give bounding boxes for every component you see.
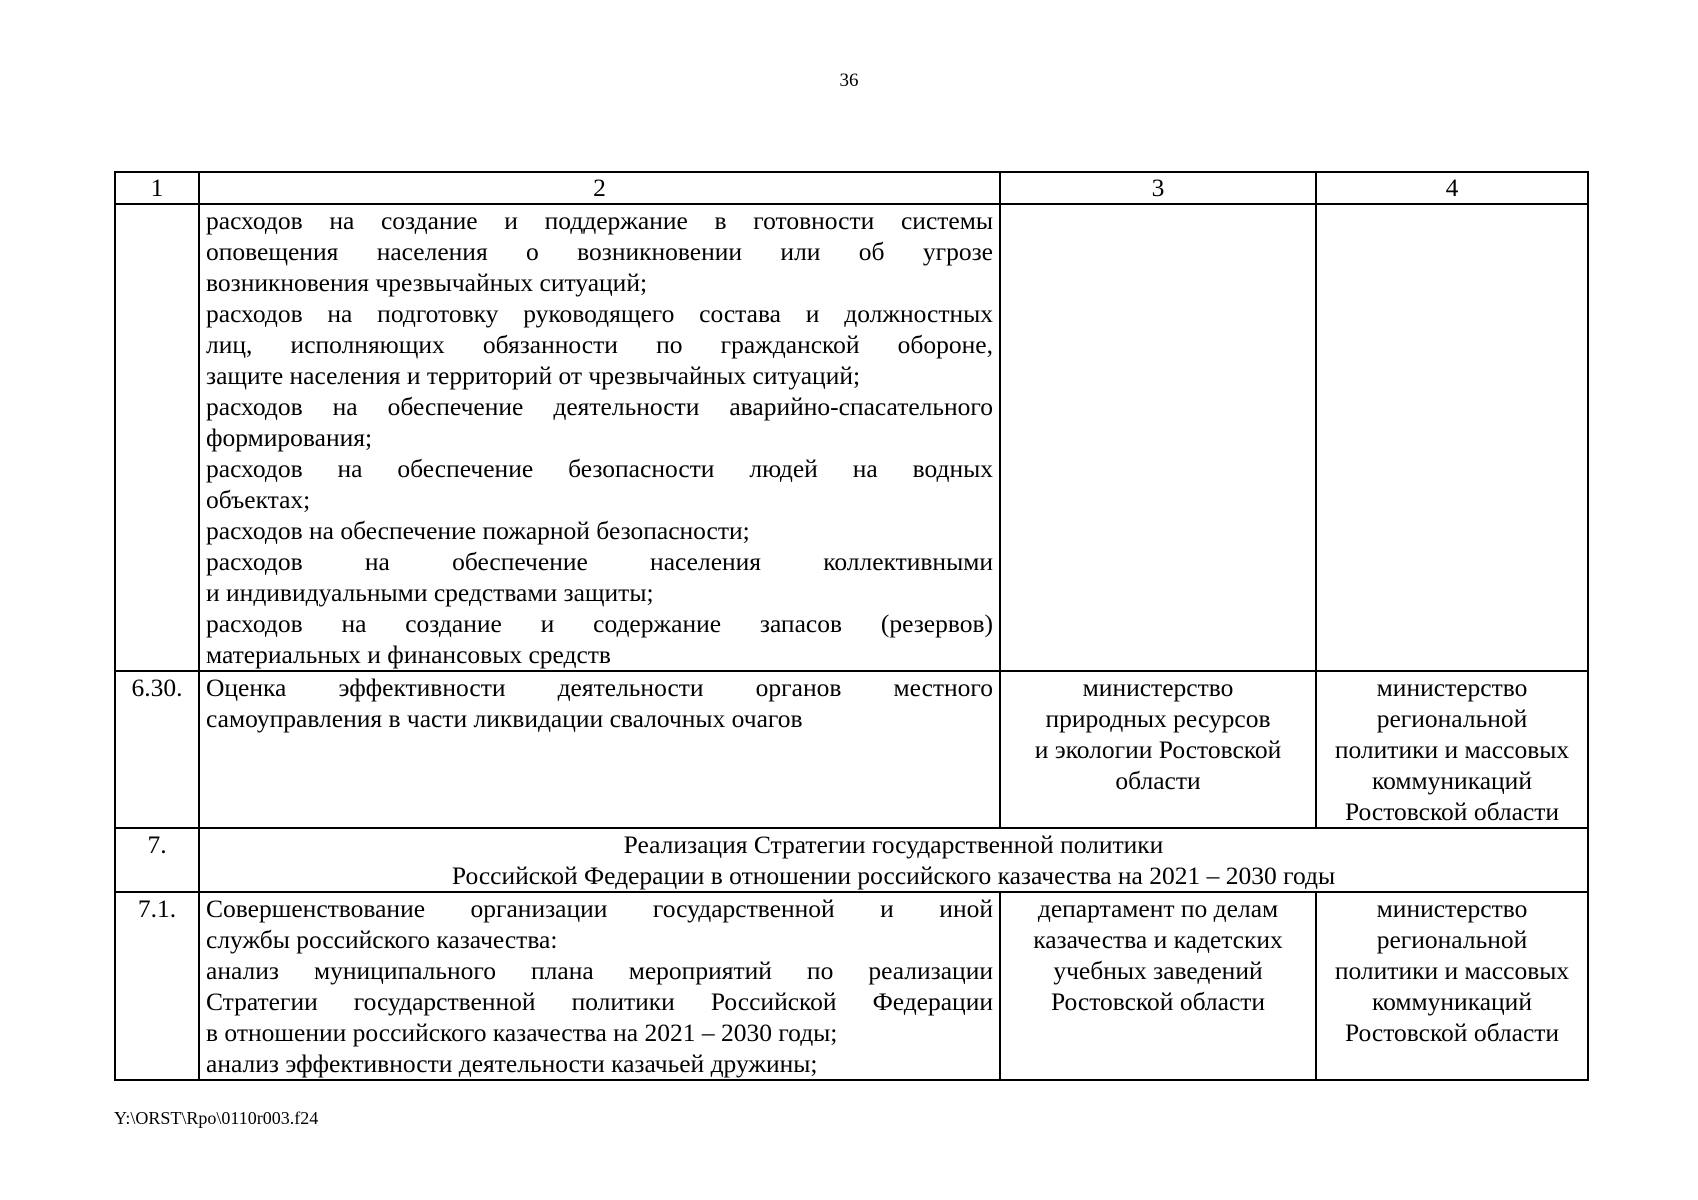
text-line: анализ муниципального плана мероприятий по реализации [206,956,993,985]
executor-line: области [1115,766,1201,795]
header-col-3: 3 [1000,172,1316,204]
header-col-2: 2 [199,172,1000,204]
row-text [199,204,1000,671]
co-executor-line: Ростовской области [1344,797,1560,826]
text-line: и индивидуальными средствами защиты; [206,578,654,607]
executor-line: министерство [1082,673,1234,702]
row-number: 7. [115,828,199,892]
co-executor-line: коммуникаций [1372,987,1532,1016]
section-title-line: Реализация Стратегии государственной политики [623,830,1164,859]
text-line: расходов на обеспечение пожарной безопасности; [206,516,750,545]
text-line: расходов на обеспечение деятельности аварийно-спасательного [206,392,993,421]
co-executor [1316,671,1588,828]
table-header-row [115,172,1588,204]
row-text [199,892,1000,1080]
section-row [115,828,1588,892]
text-line: расходов на создание и поддержание в готовности системы [206,206,993,235]
table-row [115,671,1588,828]
executor-line: природных ресурсов [1045,704,1271,733]
measures-table [114,171,1589,1081]
text-line: защите населения и территорий от чрезвычайных ситуаций; [206,361,861,390]
co-executor-line: политики и массовых [1334,735,1570,764]
executor-line: и экологии Ростовской [1034,735,1282,764]
text-line: анализ эффективности деятельности казачьей дружины; [206,1049,818,1078]
text-line: самоуправления в части ликвидации свалочных очагов [206,704,803,733]
section-title-line: Российской Федерации в отношении российского казачества на 2021 – 2030 годы [451,861,1336,890]
text-line: Совершенствование организации государственной и иной [206,894,993,923]
text-line: расходов на подготовку руководящего состава и должностных [206,299,993,328]
table-row [115,892,1588,1080]
text-line: возникновения чрезвычайных ситуаций; [206,268,648,297]
co-executor-line: министерство [1376,673,1528,702]
row-number [115,204,199,671]
responsible-executor [1000,671,1316,828]
co-executor-line: министерство [1376,894,1528,923]
text-line: службы российского казачества: [206,925,558,954]
text-line: формирования; [206,423,373,452]
text-line: Стратегии государственной политики Российской Федерации [206,987,993,1016]
section-title [199,828,1588,892]
row-number: 6.30. [115,671,199,828]
co-executor-line: региональной [1376,704,1528,733]
row-number: 7.1. [115,892,199,1080]
text-line: расходов на создание и содержание запасов (резервов) [206,609,993,638]
row-text [199,671,1000,828]
table-row [115,204,1588,671]
text-line: оповещения населения о возникновении или об угрозе [206,237,993,266]
page-number: 36 [839,70,859,91]
executor-line: учебных заведений [1053,956,1263,985]
text-line: лиц, исполняющих обязанности по гражданской обороне, [206,330,993,359]
header-col-1: 1 [115,172,199,204]
co-executor-line: региональной [1376,925,1528,954]
file-path: Y:\ORST\Rpo\0110r003.f24 [114,1108,319,1128]
header-col-4: 4 [1316,172,1588,204]
text-line: материальных и финансовых средств [206,640,611,669]
executor-line: департамент по делам [1037,894,1279,923]
co-executor-line: коммуникаций [1372,766,1532,795]
text-line: расходов на обеспечение населения коллективными [206,547,993,576]
executor-line: казачества и кадетских [1033,925,1283,954]
text-line: объектах; [206,485,311,514]
co-executor [1316,204,1588,671]
responsible-executor [1000,892,1316,1080]
executor-line: Ростовской области [1050,987,1266,1016]
responsible-executor [1000,204,1316,671]
co-executor-line: политики и массовых [1334,956,1570,985]
text-line: Оценка эффективности деятельности органов местного [206,673,993,702]
text-line: расходов на обеспечение безопасности людей на водных [206,454,993,483]
co-executor-line: Ростовской области [1344,1018,1560,1047]
text-line: в отношении российского казачества на 2021 – 2030 годы; [206,1018,838,1047]
co-executor [1316,892,1588,1080]
